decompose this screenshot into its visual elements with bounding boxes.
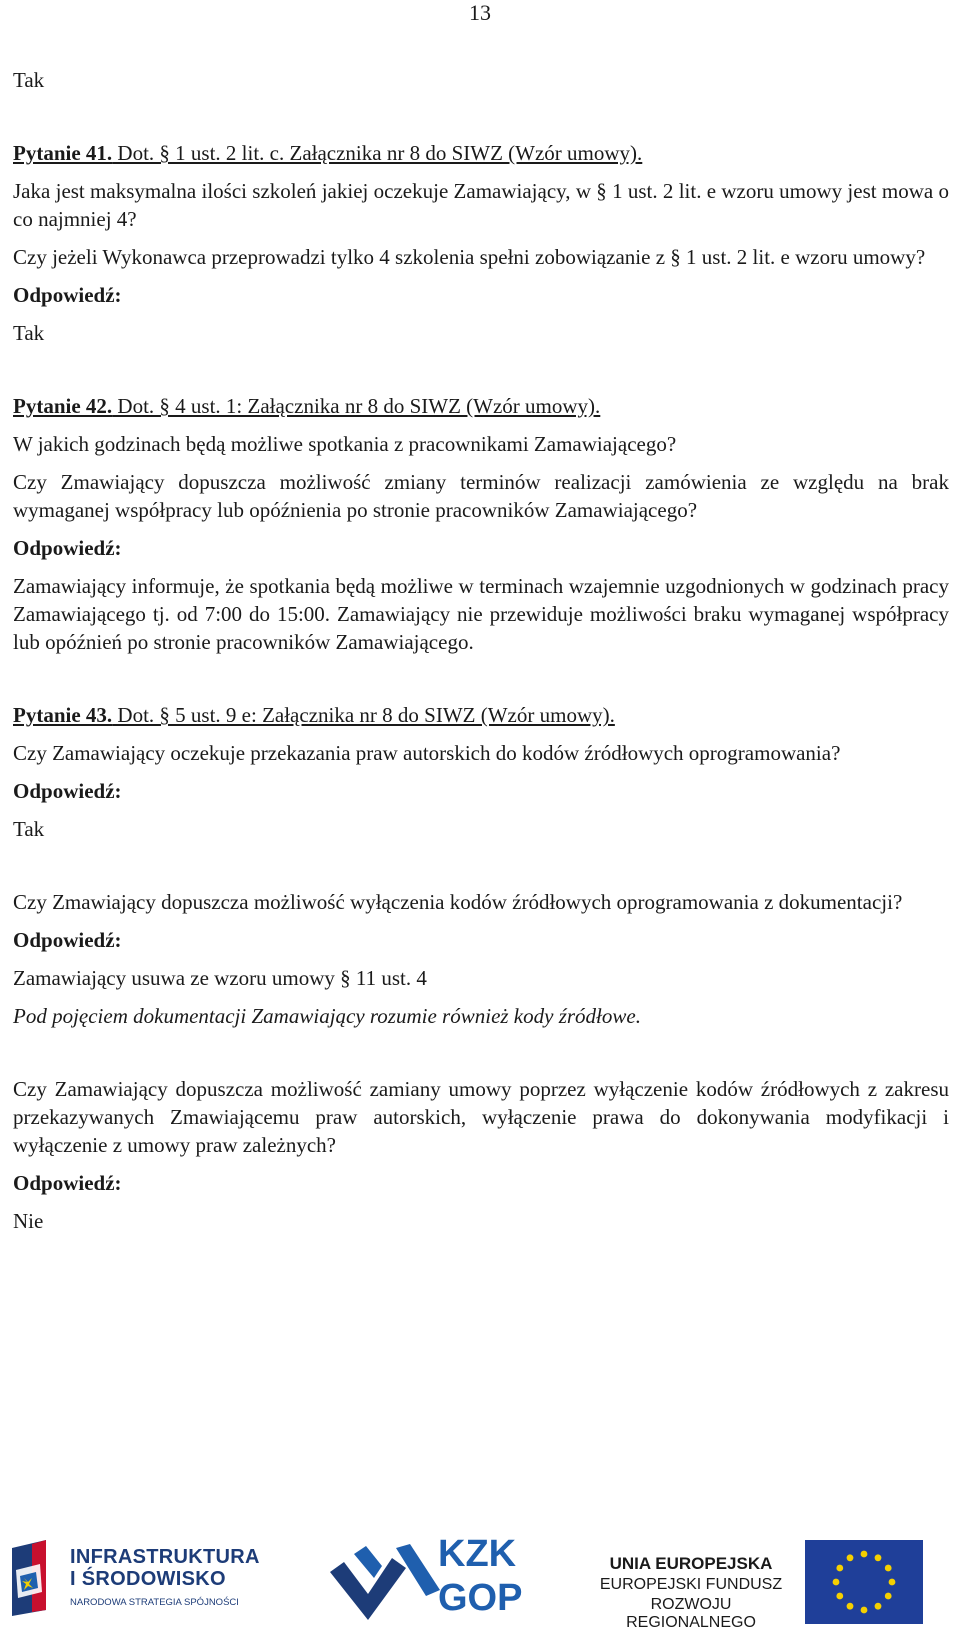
infrastruktura-srodowisko-logo — [12, 1530, 262, 1630]
logo1-line-3: NARODOWA STRATEGIA SPÓJNOŚCI — [70, 1597, 239, 1608]
question-41-paragraph-2: Czy jeżeli Wykonawca przeprowadzi tylko 4 szkolenia spełni zobowiązanie z § 1 ust. 2 lit. e wzoru umowy? — [13, 245, 926, 269]
question-43-answer-3: Nie — [13, 1209, 44, 1233]
question-43-answer-3-label: Odpowiedź: — [13, 1171, 122, 1195]
eu-flag-icon — [805, 1540, 923, 1624]
question-41-answer: Tak — [13, 321, 45, 345]
question-41-reference: Dot. § 1 ust. 2 lit. c. Załącznika nr 8 do SIWZ (Wzór umowy). — [112, 141, 643, 165]
question-42-paragraph-1: W jakich godzinach będą możliwe spotkania z pracownikami Zamawiającego? — [13, 432, 677, 456]
question-42-reference: Dot. § 4 ust. 1: Załącznika nr 8 do SIWZ (Wzór umowy). — [112, 394, 601, 418]
document-body — [13, 66, 949, 1235]
question-41-heading — [13, 139, 949, 167]
question-42-answer-label: Odpowiedź: — [13, 536, 122, 560]
question-43-paragraph-2: Czy Zmawiający dopuszcza możliwość wyłączenia kodów źródłowych oprogramowania z dokumentacji? — [13, 890, 903, 914]
question-43-answer-2: Zamawiający usuwa ze wzoru umowy § 11 ust. 4 — [13, 966, 427, 990]
logo2-line-2: GOP — [438, 1577, 523, 1619]
question-42-label: Pytanie 42. — [13, 394, 113, 418]
kzk-gop-logo — [330, 1530, 550, 1630]
question-43-paragraph-1: Czy Zamawiający oczekuje przekazania praw autorskich do kodów źródłowych oprogramowania? — [13, 741, 841, 765]
logo3-line-2: EUROPEJSKI FUNDUSZ — [599, 1576, 783, 1593]
question-42-paragraph-2: Czy Zmawiający dopuszcza możliwość zmiany terminów realizacji zamówienia ze względu na brak wymaganej współpracy lub opóźnienia po stronie pracowników Zamawiającego? — [13, 470, 949, 522]
nss-flag-icon — [12, 1540, 58, 1616]
kzk-gop-emblem-icon — [330, 1544, 440, 1624]
question-43-label: Pytanie 43. — [13, 703, 113, 727]
question-43-heading — [13, 701, 949, 729]
page-number: 13 — [469, 0, 491, 25]
logo3-line-3: ROZWOJU REGIONALNEGO — [626, 1596, 756, 1631]
question-41-paragraph-1: Jaka jest maksymalna ilości szkoleń jakiej oczekuje Zamawiający, w § 1 ust. 2 lit. e wzoru umowy jest mowa o co najmniej 4? — [13, 179, 949, 231]
question-41-answer-label: Odpowiedź: — [13, 283, 122, 307]
question-43-answer-2-label: Odpowiedź: — [13, 928, 122, 952]
question-43-reference: Dot. § 5 ust. 9 e: Załącznika nr 8 do SIWZ (Wzór umowy). — [112, 703, 615, 727]
question-43-answer-1-label: Odpowiedź: — [13, 779, 122, 803]
question-43-answer-1: Tak — [13, 817, 45, 841]
question-43-answer-2-note: Pod pojęciem dokumentacji Zamawiający rozumie również kody źródłowe. — [13, 1004, 641, 1028]
logo1-line-1: INFRASTRUKTURA — [70, 1546, 260, 1568]
logo1-line-2: I ŚRODOWISKO — [70, 1568, 226, 1590]
logo3-line-1: UNIA EUROPEJSKA — [609, 1554, 773, 1573]
footer-logos — [0, 1530, 960, 1633]
logo2-line-1: KZK — [438, 1533, 517, 1575]
question-42-heading — [13, 392, 949, 420]
question-41-label: Pytanie 41. — [13, 141, 113, 165]
unia-europejska-logo — [585, 1530, 950, 1630]
intro-answer: Tak — [13, 68, 45, 92]
question-43-paragraph-3: Czy Zamawiający dopuszcza możliwość zamiany umowy poprzez wyłączenie kodów źródłowych z zakresu przekazywanych Zmawiającemu praw autorskich, wyłączenie prawa do dokonywania modyfikacji i wyłączenie z umowy praw zależnych? — [13, 1077, 949, 1157]
question-42-answer: Zamawiający informuje, że spotkania będą możliwe w terminach wzajemnie uzgodnionych w godzinach pracy Zamawiającego tj. od 7:00 do 15:00. Zamawiający nie przewiduje możliwości braku wymaganej współpracy lub opóźnień po stronie pracowników Zamawiającego. — [13, 574, 949, 654]
